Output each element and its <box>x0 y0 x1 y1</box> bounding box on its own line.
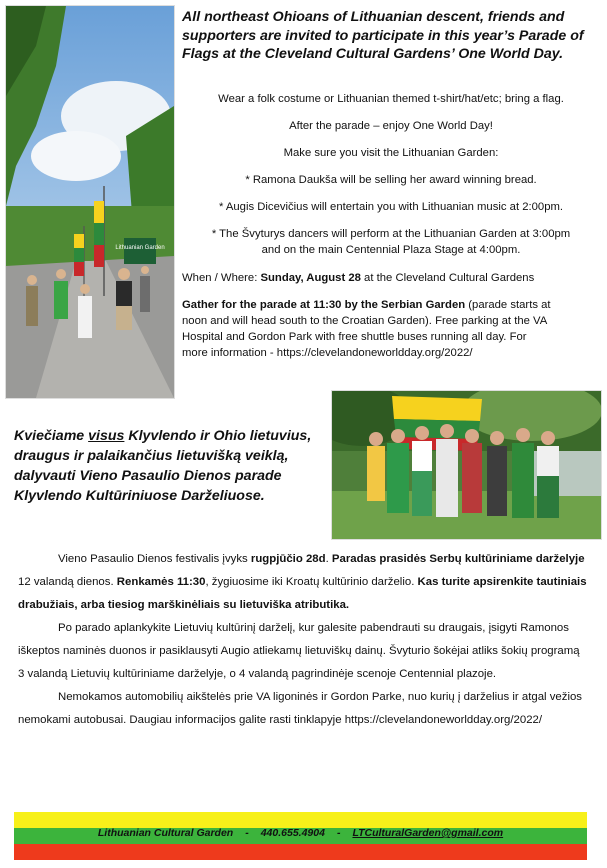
parade-photo <box>5 5 175 399</box>
gather-line1 <box>182 298 600 313</box>
gather-bold: Gather for the parade at 11:30 by the Serbian Garden <box>182 299 466 311</box>
english-heading: All northeast Ohioans of Lithuanian descent, friends and supporters are invited to participate in this year’s Parade of Flags at the Cleveland Cultural Gardens’ One World Day. <box>182 9 584 62</box>
sign-text: Lithuanian Garden <box>115 245 165 251</box>
lithuanian-heading <box>14 426 324 506</box>
lt-p1-start: Paradas prasidės Serbų kultūriniame darželyje <box>331 553 585 565</box>
bullet-music: * Augis Dicevičius will entertain you with Lithuanian music at 2:00pm. <box>218 201 564 213</box>
lithuanian-body <box>18 548 588 732</box>
lt-p1-a: Vieno Pasaulio Dienos festivalis įvyks <box>58 553 251 565</box>
when-rest: at the Cleveland Cultural Gardens <box>360 272 535 284</box>
gather-line2: noon and will head south to the Croatian Garden). Free parking at the VA <box>182 315 548 327</box>
footer-phone: 440.655.4904 <box>260 827 325 839</box>
lt-paragraph-2: Po parado aplankykite Lietuvių kultūrinį darželį, kur galesite pabendrauti su draugais, įsigyti Ramonos iškeptos naminės duonos ir pasiklausyti Augio atliekamų lietuviškų dainų. Švyturio šokėjai atliks šokių programą 3 valandą Lietuvių kultūriniame darželyje, o 4 valandą pagrindinėje scenoje Centennial plazoje. <box>18 622 580 680</box>
footer-flag-band <box>14 812 587 860</box>
footer-separator-2: - <box>336 827 341 839</box>
lt-heading-underlined: visus <box>88 428 125 444</box>
when-date: Sunday, August 28 <box>260 272 361 284</box>
bullet-dancers-line1: * The Švyturys dancers will perform at the Lithuanian Garden at 3:00pm <box>211 228 571 240</box>
when-label: When / Where: <box>182 272 261 284</box>
lt-p1-c: . <box>325 553 332 565</box>
footer-separator-1: - <box>245 827 249 839</box>
gather-line4: more information - https://clevelandoneworldday.org/2022/ <box>182 347 473 359</box>
lt-p1-dress: Kas turite apsirenkite tautiniais drabužiais, arba tiesiog marškinėliais su lietuviška atributika. <box>18 576 587 611</box>
footer-red-stripe <box>14 844 587 860</box>
lt-heading-rest: Klyvlendo ir Ohio lietuvius, draugus ir palaikančius lietuvišką veiklą, dalyvauti Vieno Pasaulio Dienos parade Klyvlendo Kultūriniuose Darželiuose. <box>14 428 312 504</box>
when-where <box>182 271 600 286</box>
footer-email-link[interactable]: LTCulturalGarden@gmail.com <box>352 827 504 839</box>
lt-heading-pre: Kviečiame <box>14 428 89 444</box>
english-line-after-parade: After the parade – enjoy One World Day! <box>289 120 493 132</box>
lt-p1-gather: Renkamės 11:30 <box>116 576 206 588</box>
bullet-bread: * Ramona Daukša will be selling her award winning bread. <box>245 174 537 186</box>
footer-contact <box>14 825 587 841</box>
footer-garden-name: Lithuanian Cultural Garden <box>97 827 234 839</box>
lt-paragraph-1 <box>18 548 588 617</box>
lt-p1-e: 12 valandą dienos. <box>18 576 117 588</box>
lt-paragraph-3: Nemokamos automobilių aikštelės prie VA ligoninės ir Gordon Parke, nuo kurių į darželius ir atgal vežios nemokami autobusai. Daugiau informacijos galite rasti tinklapyje https://clevelandoneworldday.org/2022/ <box>18 691 583 726</box>
english-line-costume: Wear a folk costume or Lithuanian themed t-shirt/hat/etc; bring a flag. <box>218 93 564 105</box>
lt-p1-date: rugpjūčio 28d <box>250 553 326 565</box>
folk-group-photo <box>331 390 602 540</box>
bullet-dancers-line2: and on the main Centennial Plaza Stage at 4:00pm. <box>261 244 521 256</box>
english-line-visit-garden: Make sure you visit the Lithuanian Garden: <box>283 147 499 159</box>
lt-p1-g: , žygiuosime iki Kroatų kultūrinio darželio. <box>205 576 418 588</box>
gather-line3: Hospital and Gordon Park with free shuttle buses running all day. For <box>182 331 527 343</box>
gather-text1: (parade starts at <box>465 299 551 311</box>
